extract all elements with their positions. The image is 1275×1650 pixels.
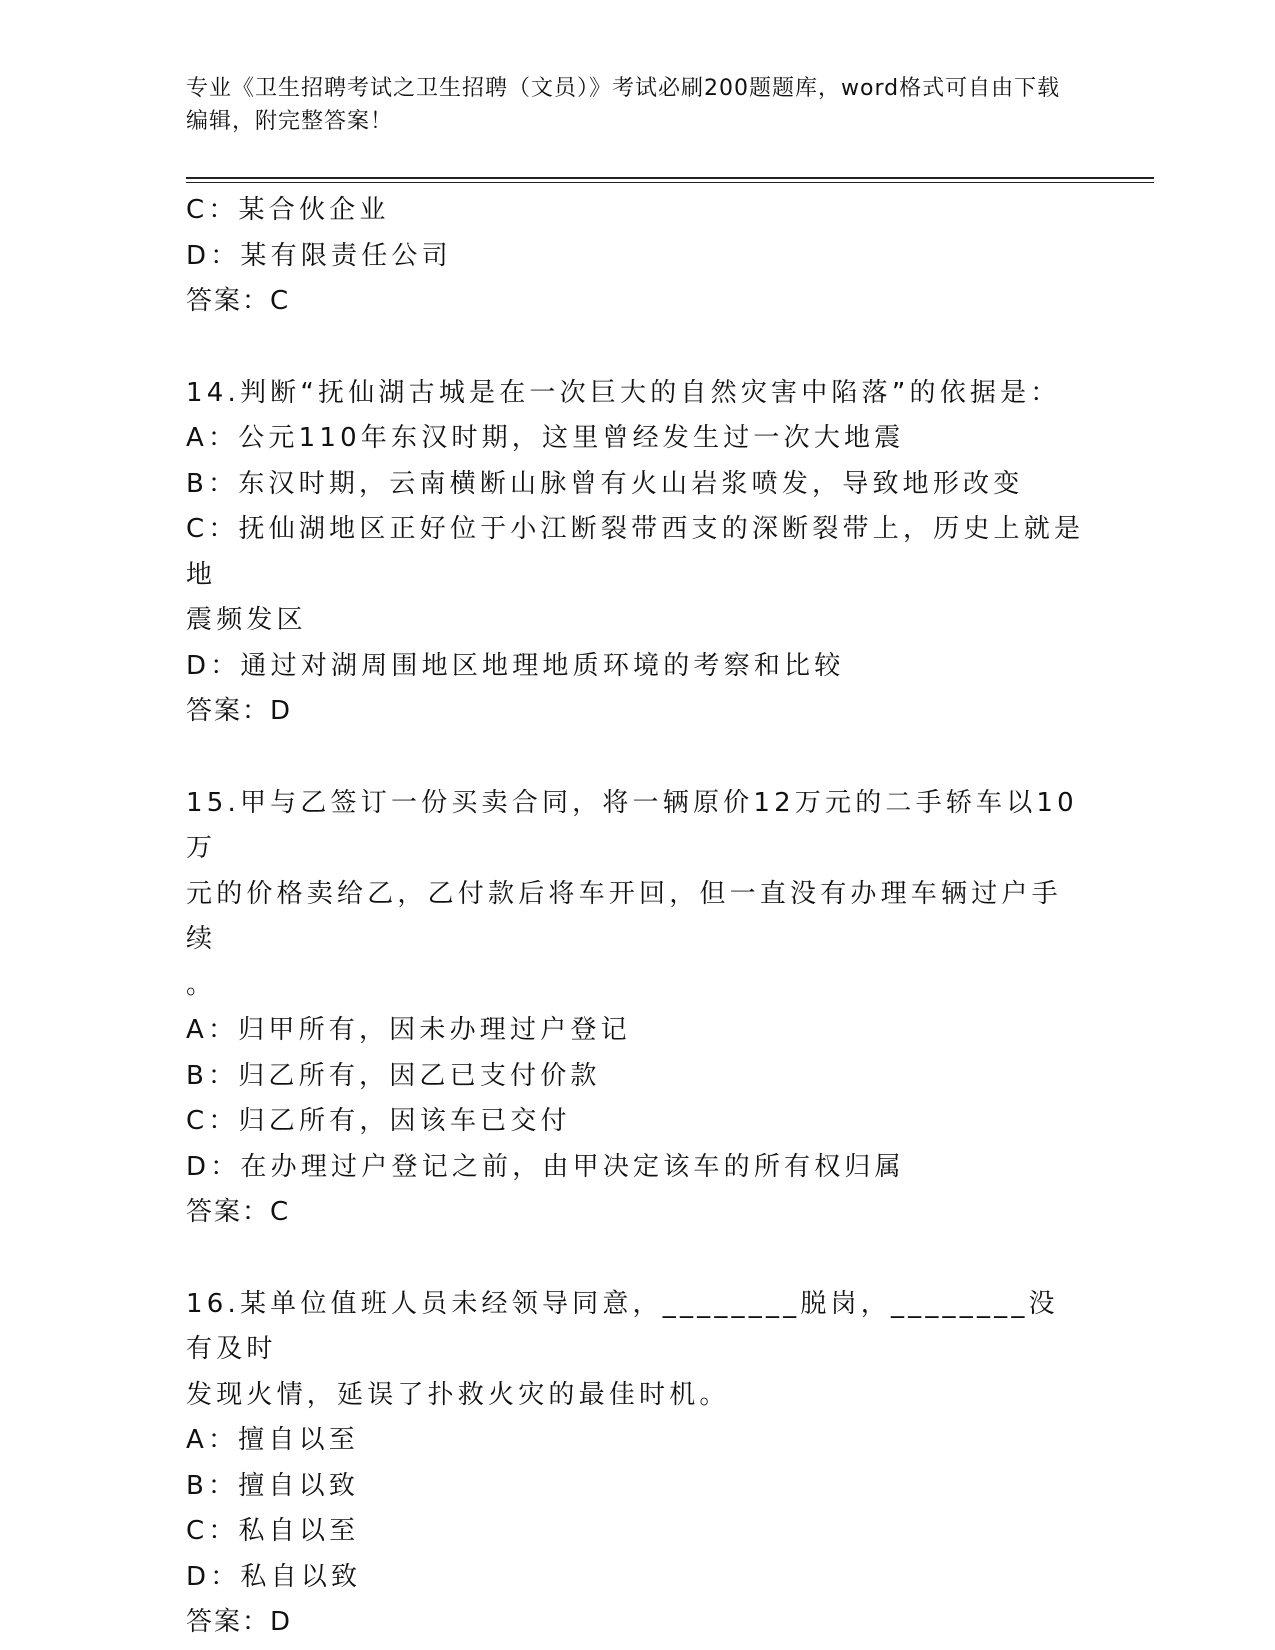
spacer (186, 735, 1086, 781)
option-d: D：某有限责任公司 (186, 240, 452, 271)
question-stem: 16.某单位值班人员未经领导同意，________脱岗，________没有及时 (186, 1288, 1059, 1364)
option-a: A：公元110年东汉时期，这里曾经发生过一次大地震 (186, 423, 905, 453)
question-stem-end: 。 (186, 969, 217, 1000)
answer: 答案：C (186, 1197, 291, 1227)
question-15 (186, 781, 1086, 1236)
answer: 答案：D (186, 696, 293, 726)
question-13-tail (186, 188, 1086, 325)
option-c: C：某合伙企业 (186, 195, 390, 225)
question-stem-continued: 元的价格卖给乙，乙付款后将车开回，但一直没有办理车辆过户手续 (186, 878, 1062, 954)
option-d: D：私自以致 (186, 1561, 362, 1592)
option-b: B：东汉时期，云南横断山脉曾有火山岩浆喷发，导致地形改变 (186, 468, 1024, 499)
header-divider-thin (186, 182, 1154, 183)
document-header: 专业《卫生招聘考试之卫生招聘（文员）》考试必刷200题题库，word格式可自由下载编辑，附完整答案！ (186, 76, 1061, 134)
question-list (186, 188, 1086, 1646)
answer: 答案：D (186, 1607, 293, 1637)
option-a: A：归甲所有，因未办理过户登记 (186, 1015, 631, 1045)
question-stem: 15.甲与乙签订一份买卖合同，将一辆原价12万元的二手轿车以10万 (186, 787, 1078, 863)
option-c: C：私自以至 (186, 1516, 360, 1546)
question-14 (186, 371, 1086, 735)
option-a: A：擅自以至 (186, 1425, 359, 1455)
question-stem-continued: 发现火情，延误了扑救火灾的最佳时机。 (186, 1379, 730, 1410)
option-d: D：通过对湖周围地区地理地质环境的考察和比较 (186, 650, 845, 681)
option-b: B：归乙所有，因乙已支付价款 (186, 1060, 601, 1091)
question-stem: 14.判断“抚仙湖古城是在一次巨大的自然灾害中陷落”的依据是： (186, 377, 1061, 408)
spacer (186, 1236, 1086, 1282)
spacer (186, 325, 1086, 371)
option-c: C：抚仙湖地区正好位于小江断裂带西支的深断裂带上，历史上就是地 (186, 514, 1085, 590)
answer: 答案：C (186, 286, 291, 316)
option-d: D：在办理过户登记之前，由甲决定该车的所有权归属 (186, 1151, 905, 1182)
question-16 (186, 1282, 1086, 1646)
header-divider-thick (186, 177, 1154, 179)
option-b: B：擅自以致 (186, 1470, 360, 1501)
option-c: C：归乙所有，因该车已交付 (186, 1106, 571, 1136)
option-c-continued: 震频发区 (186, 605, 307, 635)
